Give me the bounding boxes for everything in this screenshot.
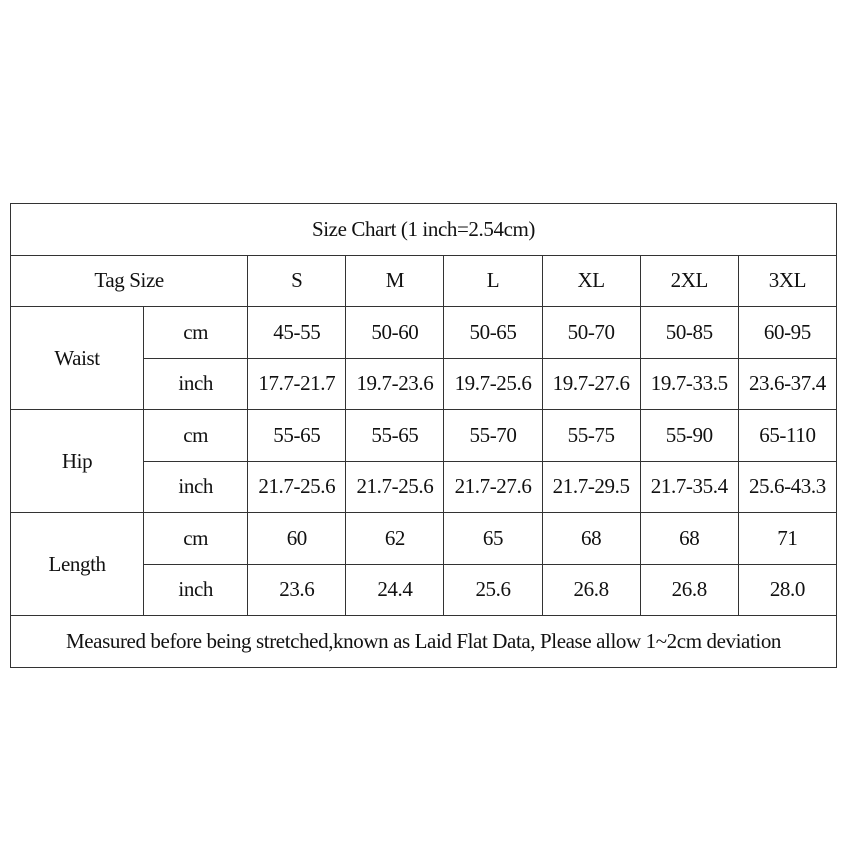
size-header-m: M — [346, 255, 444, 307]
table-cell: 62 — [346, 513, 444, 565]
table-cell: 50-60 — [346, 307, 444, 359]
table-cell: 71 — [738, 513, 836, 565]
table-cell: 21.7-25.6 — [346, 461, 444, 513]
table-cell: 17.7-21.7 — [248, 358, 346, 410]
table-cell: 68 — [640, 513, 738, 565]
table-cell: 60 — [248, 513, 346, 565]
table-cell: 55-65 — [346, 410, 444, 462]
table-cell: 50-65 — [444, 307, 542, 359]
table-cell: 55-90 — [640, 410, 738, 462]
table-cell: 55-70 — [444, 410, 542, 462]
table-cell: 21.7-25.6 — [248, 461, 346, 513]
measure-label-waist: Waist — [11, 307, 144, 410]
table-row — [11, 513, 837, 565]
table-cell: 21.7-35.4 — [640, 461, 738, 513]
table-cell: 65-110 — [738, 410, 836, 462]
table-cell: 28.0 — [738, 564, 836, 616]
table-cell: 19.7-23.6 — [346, 358, 444, 410]
table-cell: 21.7-27.6 — [444, 461, 542, 513]
table-cell: 50-85 — [640, 307, 738, 359]
table-cell: 55-75 — [542, 410, 640, 462]
table-cell: 19.7-25.6 — [444, 358, 542, 410]
unit-label: inch — [144, 564, 248, 616]
size-header-xl: XL — [542, 255, 640, 307]
table-row — [11, 410, 837, 462]
table-cell: 65 — [444, 513, 542, 565]
unit-label: cm — [144, 307, 248, 359]
table-cell: 23.6 — [248, 564, 346, 616]
table-cell: 25.6 — [444, 564, 542, 616]
table-cell: 60-95 — [738, 307, 836, 359]
size-header-3xl: 3XL — [738, 255, 836, 307]
unit-label: inch — [144, 461, 248, 513]
table-row — [11, 307, 837, 359]
size-header-l: L — [444, 255, 542, 307]
unit-label: cm — [144, 513, 248, 565]
table-cell: 24.4 — [346, 564, 444, 616]
table-cell: 19.7-27.6 — [542, 358, 640, 410]
size-header-s: S — [248, 255, 346, 307]
footer-note: Measured before being stretched,known as Laid Flat Data, Please allow 1~2cm deviation — [11, 616, 837, 668]
size-header-2xl: 2XL — [640, 255, 738, 307]
measure-label-length: Length — [11, 513, 144, 616]
table-cell: 19.7-33.5 — [640, 358, 738, 410]
chart-title: Size Chart (1 inch=2.54cm) — [11, 204, 837, 256]
unit-label: inch — [144, 358, 248, 410]
footer-row — [11, 616, 837, 668]
size-header-row — [11, 255, 837, 307]
title-row — [11, 204, 837, 256]
size-chart-table — [10, 203, 837, 668]
measure-label-hip: Hip — [11, 410, 144, 513]
table-cell: 26.8 — [640, 564, 738, 616]
table-cell: 23.6-37.4 — [738, 358, 836, 410]
tag-size-label: Tag Size — [11, 255, 248, 307]
table-cell: 26.8 — [542, 564, 640, 616]
table-cell: 55-65 — [248, 410, 346, 462]
table-cell: 50-70 — [542, 307, 640, 359]
unit-label: cm — [144, 410, 248, 462]
table-cell: 21.7-29.5 — [542, 461, 640, 513]
table-cell: 68 — [542, 513, 640, 565]
table-cell: 45-55 — [248, 307, 346, 359]
table-cell: 25.6-43.3 — [738, 461, 836, 513]
